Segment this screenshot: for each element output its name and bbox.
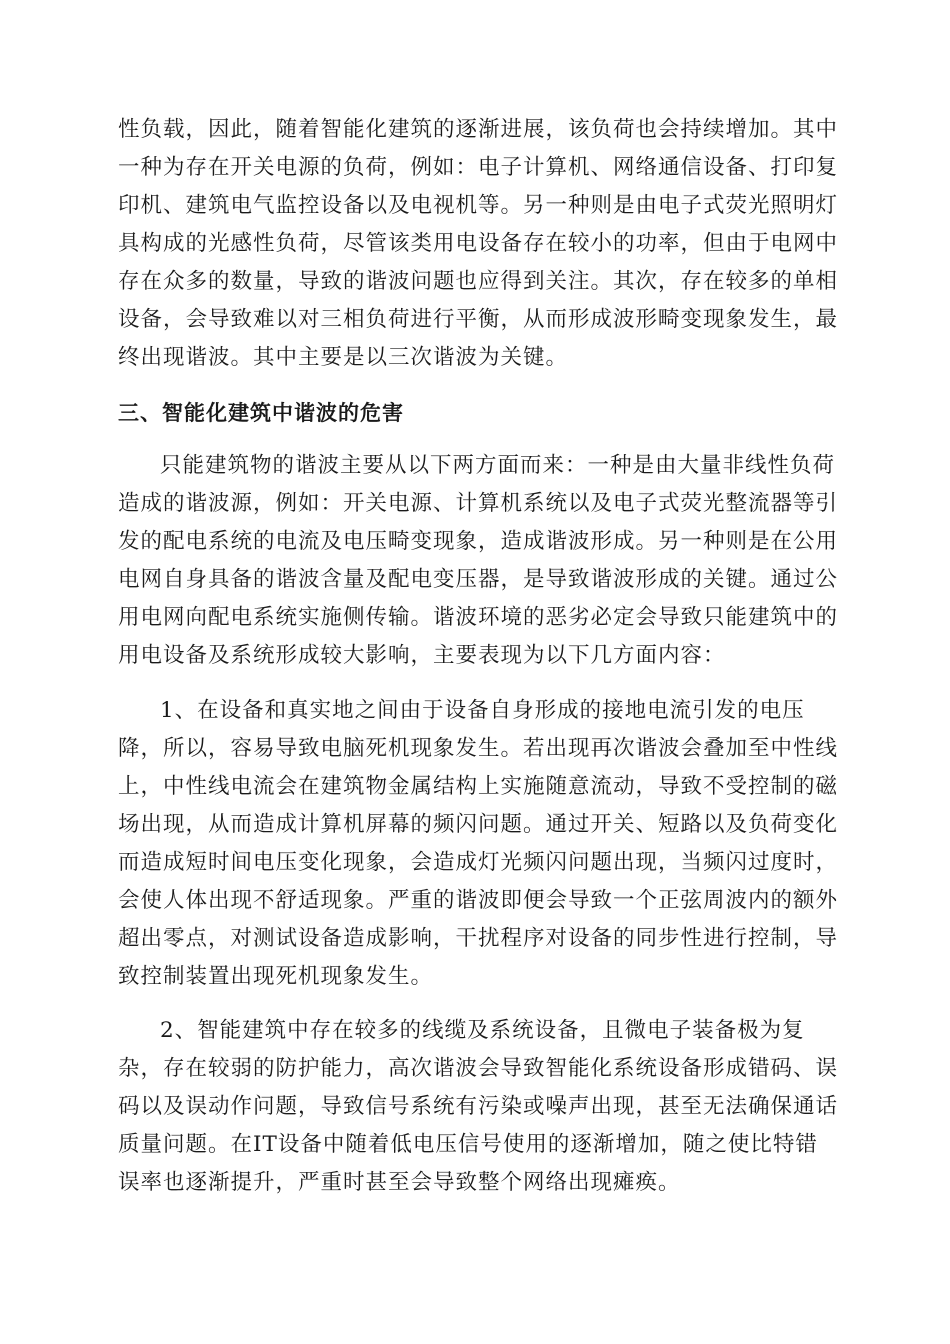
text-line: 2、智能建筑中存在较多的线缆及系统设备，且微电子装备极为复 bbox=[160, 1018, 805, 1043]
text-line: 误率也逐渐提升，严重时甚至会导致整个网络出现瘫痪。 bbox=[118, 1170, 681, 1195]
text-line: 质量问题。在IT设备中随着低电压信号使用的逐渐增加，随之使比特错 bbox=[118, 1132, 818, 1157]
text-line: 上，中性线电流会在建筑物金属结构上实施随意流动，导致不受控制的磁 bbox=[118, 774, 839, 799]
text-line: 降，所以，容易导致电脑死机现象发生。若出现再次谐波会叠加至中性线 bbox=[118, 736, 839, 761]
text-line: 用电网向配电系统实施侧传输。谐波环境的恶劣必定会导致只能建筑中的 bbox=[118, 605, 839, 630]
text-line: 性负载，因此，随着智能化建筑的逐渐进展，该负荷也会持续增加。其中 bbox=[118, 117, 839, 142]
text-line: 存在众多的数量，导致的谐波问题也应得到关注。其次，存在较多的单相 bbox=[118, 269, 839, 294]
text-line: 造成的谐波源，例如：开关电源、计算机系统以及电子式荧光整流器等引 bbox=[118, 491, 839, 516]
text-line: 场出现，从而造成计算机屏幕的频闪问题。通过开关、短路以及负荷变化 bbox=[118, 812, 839, 837]
text-line: 会使人体出现不舒适现象。严重的谐波即便会导致一个正弦周波内的额外 bbox=[118, 888, 839, 913]
section-heading: 三、智能化建筑中谐波的危害 bbox=[118, 401, 404, 425]
text-line: 发的配电系统的电流及电压畸变现象，造成谐波形成。另一种则是在公用 bbox=[118, 529, 839, 554]
text-line: 一种为存在开关电源的负荷，例如：电子计算机、网络通信设备、打印复 bbox=[118, 155, 839, 180]
text-line: 电网自身具备的谐波含量及配电变压器，是导致谐波形成的关键。通过公 bbox=[118, 567, 839, 592]
text-line: 致控制装置出现死机现象发生。 bbox=[118, 964, 434, 989]
text-line: 超出零点，对测试设备造成影响，干扰程序对设备的同步性进行控制，导 bbox=[118, 926, 839, 951]
text-line: 终出现谐波。其中主要是以三次谐波为关键。 bbox=[118, 345, 569, 370]
text-line: 码以及误动作问题，导致信号系统有污染或噪声出现，甚至无法确保通话 bbox=[118, 1094, 839, 1119]
text-line: 杂，存在较弱的防护能力，高次谐波会导致智能化系统设备形成错码、误 bbox=[118, 1056, 839, 1081]
text-line: 具构成的光感性负荷，尽管该类用电设备存在较小的功率，但由于电网中 bbox=[118, 231, 839, 256]
text-line: 而造成短时间电压变化现象，会造成灯光频闪问题出现，当频闪过度时， bbox=[118, 850, 839, 875]
text-line: 只能建筑物的谐波主要从以下两方面而来：一种是由大量非线性负荷 bbox=[160, 453, 836, 478]
text-line: 设备，会导致难以对三相负荷进行平衡，从而形成波形畸变现象发生，最 bbox=[118, 307, 839, 332]
text-line: 印机、建筑电气监控设备以及电视机等。另一种则是由电子式荧光照明灯 bbox=[118, 193, 839, 218]
text-line: 用电设备及系统形成较大影响，主要表现为以下几方面内容： bbox=[118, 643, 726, 668]
text-line: 1、在设备和真实地之间由于设备自身形成的接地电流引发的电压 bbox=[160, 698, 805, 723]
